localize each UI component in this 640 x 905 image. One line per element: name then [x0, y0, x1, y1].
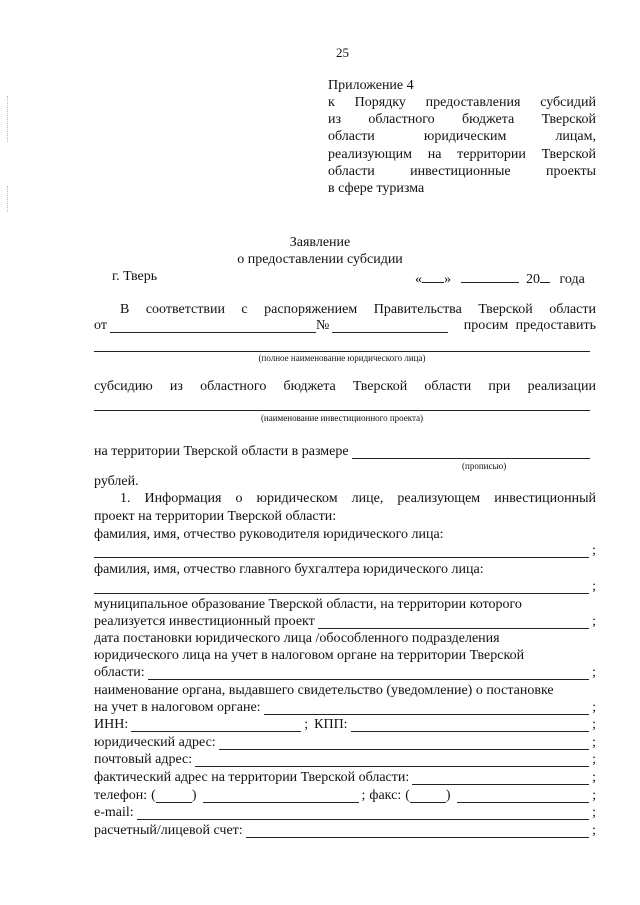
actual-address-blank[interactable]: [412, 772, 589, 785]
inn-kpp-row: [94, 718, 596, 732]
accountant-fio-blank[interactable]: [94, 581, 589, 594]
account-label: расчетный/лицевой счет:: [94, 823, 243, 838]
amount-blank[interactable]: [352, 446, 590, 459]
head-fio-label: фамилия, имя, отчество руководителя юридического лица:: [94, 527, 444, 542]
semicolon: ;: [592, 770, 596, 785]
number-label: №: [315, 318, 330, 333]
order-date-blank[interactable]: [110, 320, 316, 333]
registration-row: [94, 666, 596, 680]
accountant-fio-row: [94, 580, 596, 594]
semicolon: ;: [592, 823, 596, 838]
registration-label-cont: юридического лица на учет в налоговом органе на территории Тверской: [94, 648, 525, 663]
legal-address-row: [94, 736, 596, 750]
from-line: [94, 319, 596, 333]
semicolon: ;: [592, 717, 596, 732]
org-name-blank[interactable]: [94, 351, 590, 352]
account-blank[interactable]: [246, 825, 589, 838]
head-fio-blank[interactable]: [94, 545, 589, 558]
page-number: 25: [336, 45, 349, 60]
semicolon: ;: [592, 700, 596, 715]
hint-project: (наименование инвестиционного проекта): [260, 413, 424, 423]
project-name-blank[interactable]: [94, 410, 590, 411]
inn-label: ИНН:: [94, 717, 129, 732]
actual-address-row: [94, 771, 596, 785]
territory-text: на территории Тверской области в размере: [94, 444, 349, 459]
year-prefix: 20: [526, 272, 540, 287]
municipality-row: [94, 615, 596, 629]
inn-blank[interactable]: [131, 719, 301, 732]
appendix-line: области инвестиционные проекты: [328, 164, 596, 179]
paren-close: ): [191, 788, 197, 803]
authority-label: наименование органа, выдавшего свидетельство (уведомление) о постановке: [94, 683, 554, 698]
rubles-text: рублей.: [94, 474, 139, 489]
kpp-blank[interactable]: [351, 719, 590, 732]
semicolon: ;: [592, 735, 596, 750]
hint-org-name: (полное наименование юридического лица): [258, 353, 426, 363]
section-heading-cont: проект на территории Тверской области:: [94, 509, 337, 524]
from-label: от: [94, 318, 107, 333]
semicolon: ;: [361, 788, 366, 803]
appendix-title: Приложение 4: [328, 78, 414, 93]
municipality-label-cont: реализуется инвестиционный проект: [94, 614, 315, 629]
fax-number-blank[interactable]: [457, 790, 590, 803]
postal-address-row: [94, 753, 596, 767]
subsidy-line: субсидию из областного бюджета Тверской области при реализации: [94, 379, 596, 394]
order-number-blank[interactable]: [332, 320, 448, 333]
request-text: просим предоставить: [463, 318, 596, 333]
scan-margin-marks: [7, 96, 9, 142]
semicolon: ;: [592, 752, 596, 767]
accountant-fio-label: фамилия, имя, отчество главного бухгалтера юридического лица:: [94, 562, 484, 577]
semicolon: ;: [304, 717, 309, 732]
legal-address-label: юридический адрес:: [94, 735, 216, 750]
day-blank[interactable]: [422, 270, 444, 283]
hint-words: (прописью): [462, 461, 507, 471]
appendix-line: реализующим на территории Тверской: [328, 147, 596, 162]
registration-label: дата постановки юридического лица /обособленного подразделения: [94, 631, 500, 646]
authority-row: [94, 701, 596, 715]
fax-code-blank[interactable]: [410, 790, 446, 803]
semicolon: ;: [592, 665, 596, 680]
email-label: e-mail:: [94, 805, 134, 820]
month-blank[interactable]: [461, 270, 519, 283]
fax-label: факс:: [369, 788, 402, 803]
scan-margin-marks: [7, 186, 9, 212]
actual-address-label: фактический адрес на территории Тверской области:: [94, 770, 410, 785]
phone-number-blank[interactable]: [203, 790, 359, 803]
semicolon: ;: [592, 614, 596, 629]
phone-code-blank[interactable]: [156, 790, 192, 803]
authority-label-cont: на учет в налоговом органе:: [94, 700, 261, 715]
municipality-blank[interactable]: [318, 616, 589, 629]
kpp-label: КПП:: [314, 717, 348, 732]
phone-fax-row: [94, 789, 596, 803]
amount-line: [94, 445, 590, 459]
email-blank[interactable]: [137, 807, 589, 820]
quote-close: »: [444, 272, 451, 287]
document-subtitle: о предоставлении субсидии: [237, 252, 403, 267]
quote-open: «: [415, 272, 422, 287]
paren-open: (: [405, 788, 410, 803]
document-title: Заявление: [289, 235, 351, 250]
appendix-line: к Порядку предоставления субсидий: [328, 95, 596, 110]
semicolon: ;: [592, 805, 596, 820]
appendix-line: области юридическим лицам,: [328, 129, 596, 144]
section-heading: 1. Информация о юридическом лице, реализующем инвестиционный: [120, 491, 596, 506]
head-fio-row: [94, 544, 596, 558]
authority-blank[interactable]: [264, 702, 590, 715]
paren-open: (: [151, 788, 156, 803]
registration-date-blank[interactable]: [148, 667, 589, 680]
body-line: В соответствии с распоряжением Правительства Тверской области: [120, 302, 596, 317]
registration-label-end: области:: [94, 665, 145, 680]
phone-label: телефон:: [94, 788, 148, 803]
year-word: года: [559, 272, 585, 287]
date-line: [415, 270, 585, 287]
postal-address-blank[interactable]: [195, 754, 589, 767]
appendix-line: из областного бюджета Тверской: [328, 112, 596, 127]
semicolon: ;: [592, 543, 596, 558]
place: г. Тверь: [112, 269, 158, 284]
account-row: [94, 824, 596, 838]
semicolon: ;: [592, 579, 596, 594]
appendix-line: в сфере туризма: [328, 181, 425, 196]
semicolon: ;: [592, 788, 596, 803]
municipality-label: муниципальное образование Тверской области, на территории которого: [94, 597, 522, 612]
legal-address-blank[interactable]: [219, 737, 589, 750]
postal-address-label: почтовый адрес:: [94, 752, 193, 767]
paren-close: ): [445, 788, 451, 803]
year-blank[interactable]: [540, 270, 550, 283]
email-row: [94, 806, 596, 820]
